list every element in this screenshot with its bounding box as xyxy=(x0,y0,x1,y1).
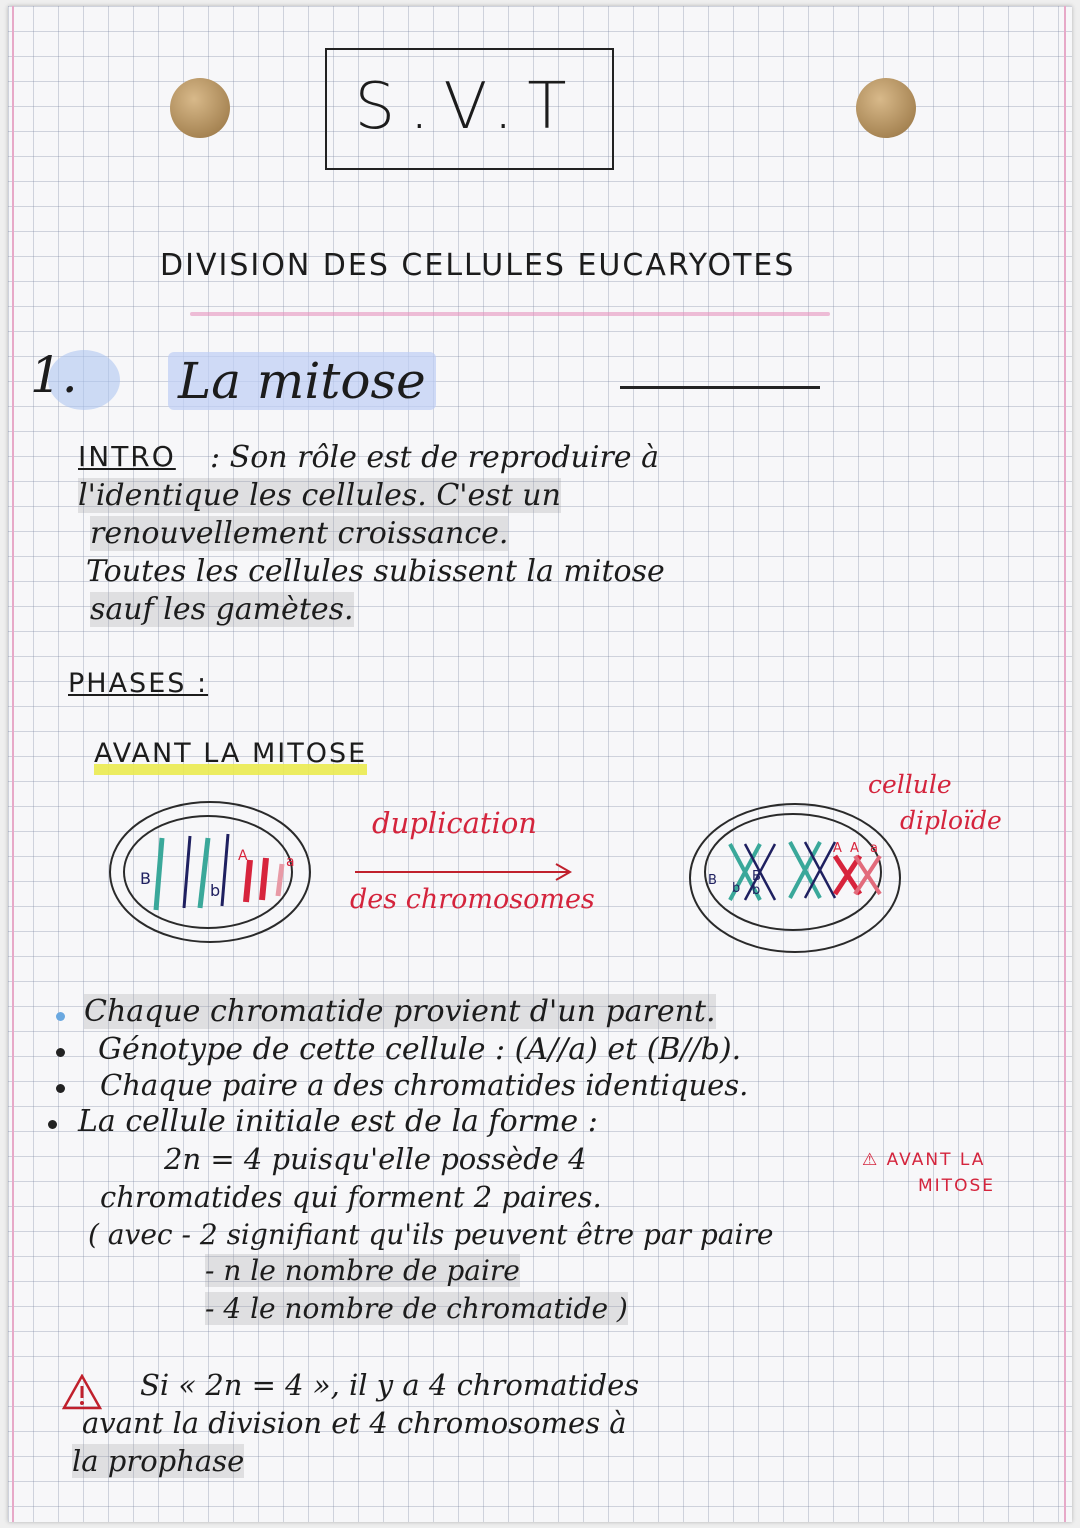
intro-line-4: Toutes les cellules subissent la mitose xyxy=(86,554,665,589)
binder-hole-left xyxy=(170,78,230,138)
chromosome-navy-2 xyxy=(222,834,228,906)
bullet-item: Génotype de cette cellule : (A//a) et (B//b). xyxy=(98,1032,742,1067)
chapter-subtitle: DIVISION DES CELLULES EUCARYOTES xyxy=(160,248,796,283)
allele-label-a-right: a xyxy=(870,841,878,856)
subtitle-underline xyxy=(190,312,830,316)
formula-line-2: chromatides qui forment 2 paires. xyxy=(100,1180,602,1214)
binder-hole-right xyxy=(856,78,916,138)
bullet-dot xyxy=(56,1012,65,1021)
bullet-item: Chaque paire a des chromatides identiques. xyxy=(100,1068,749,1102)
warning-icon xyxy=(62,1374,102,1410)
before-mitosis-label: AVANT LA MITOSE xyxy=(94,738,367,775)
intro-line-5: sauf les gamètes. xyxy=(90,592,354,627)
warning-line-2: avant la division et 4 chromosomes à xyxy=(82,1406,627,1440)
formula-line-4: - n le nombre de paire xyxy=(205,1254,520,1287)
intro-line-2: l'identique les cellules. C'est un xyxy=(78,478,561,513)
side-note-line-2: MITOSE xyxy=(918,1176,995,1196)
formula-line-5: - 4 le nombre de chromatide ) xyxy=(205,1292,628,1325)
section-title-dash xyxy=(620,386,820,389)
bullet-dot xyxy=(56,1084,65,1093)
bullet-item: Chaque chromatide provient d'un parent. xyxy=(84,994,716,1029)
section-title: La mitose xyxy=(168,352,436,410)
cell-right-nucleus xyxy=(705,814,881,930)
duplicated-chromosome-red-2 xyxy=(855,856,880,894)
allele-label-b-left: b xyxy=(210,881,221,900)
formula-line-3: ( avec - 2 signifiant qu'ils peuvent être par paire xyxy=(88,1218,774,1251)
cell-label-line-2: diploïde xyxy=(900,806,1002,835)
warning-line-3: la prophase xyxy=(72,1444,245,1478)
chromosome-pink-1 xyxy=(278,864,282,896)
section-number: 1. xyxy=(30,346,78,404)
cell-label-line-1: cellule xyxy=(868,770,952,799)
arrow-label-bottom: des chromosomes xyxy=(350,884,595,915)
chromosome-teal-2 xyxy=(200,838,208,908)
arrow-label-top: duplication xyxy=(372,806,537,840)
intro-line-1: : Son rôle est de reproduire à xyxy=(210,440,659,475)
formula-line-1: 2n = 4 puisqu'elle possède 4 xyxy=(164,1142,587,1176)
allele-label-A-right-2: A xyxy=(850,841,859,856)
bullet-dot xyxy=(56,1048,65,1057)
allele-label-b-right-1: b xyxy=(732,881,741,896)
right-margin-line xyxy=(1064,6,1066,1522)
page-title: S.V.T xyxy=(354,70,581,144)
allele-label-a-left: a xyxy=(286,854,295,870)
chromosome-red-1 xyxy=(246,860,250,902)
duplicated-chromosome-navy-2 xyxy=(805,842,835,898)
side-note-line-1: ⚠ AVANT LA xyxy=(862,1150,986,1170)
chromosome-duplication-diagram xyxy=(100,790,1040,970)
bullet-dot xyxy=(48,1120,57,1129)
allele-label-B-right-2: B xyxy=(752,869,761,884)
chromosome-red-2 xyxy=(262,858,266,900)
allele-label-b-right-2: b xyxy=(752,883,761,898)
intro-label: INTRO xyxy=(78,440,176,473)
phases-label: PHASES : xyxy=(68,668,209,699)
chromosome-teal-1 xyxy=(156,838,162,910)
duplicated-chromosome-teal-2 xyxy=(790,842,820,898)
allele-label-A-right-1: A xyxy=(833,841,842,856)
bullet-item: La cellule initiale est de la forme : xyxy=(78,1104,598,1139)
intro-line-3: renouvellement croissance. xyxy=(90,516,509,551)
allele-label-A-left: A xyxy=(238,848,248,864)
warning-line-1: Si « 2n = 4 », il y a 4 chromatides xyxy=(140,1368,640,1402)
allele-label-B-right-1: B xyxy=(708,873,717,888)
duplicated-chromosome-red-1 xyxy=(835,856,860,894)
allele-label-B-left: B xyxy=(140,869,151,888)
chromosome-navy-1 xyxy=(184,836,190,908)
left-margin-line xyxy=(12,6,14,1522)
